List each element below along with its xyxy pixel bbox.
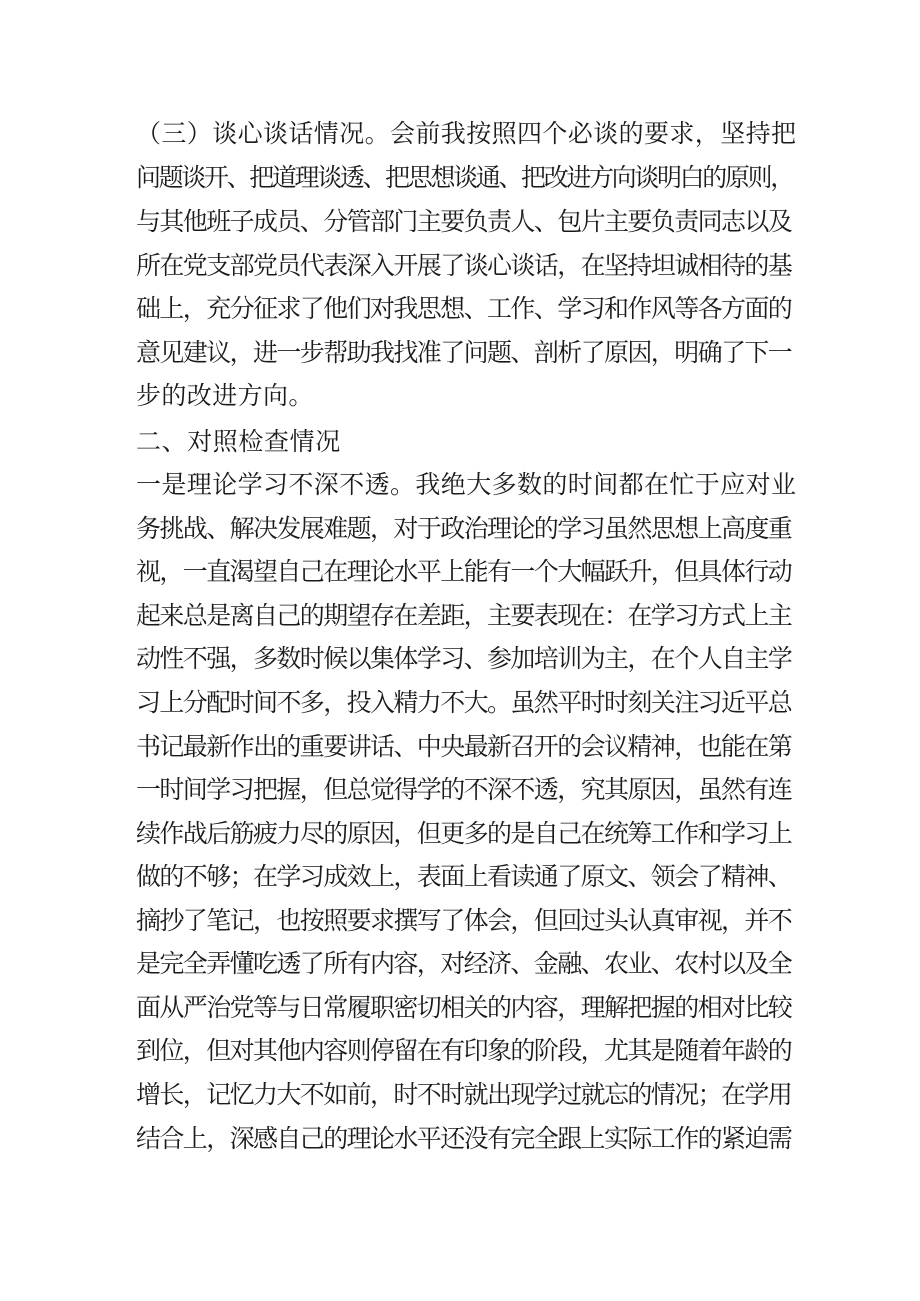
paragraph-line: 增长，记忆力大不如前，时不时就出现学过就忘的情况；在学用 bbox=[136, 1080, 792, 1109]
paragraph-line: 意见建议，进一步帮助我找准了问题、剖析了原因，明确了下一 bbox=[136, 338, 792, 367]
paragraph-line: 到位，但对其他内容则停留在有印象的阶段，尤其是随着年龄的 bbox=[136, 1036, 792, 1065]
paragraph-line: 摘抄了笔记，也按照要求撰写了体会，但回过头认真审视，并不 bbox=[136, 906, 792, 935]
paragraph-line: 务挑战、解决发展难题，对于政治理论的学习虽然思想上高度重 bbox=[136, 514, 792, 543]
paragraph-line: 续作战后筋疲力尽的原因，但更多的是自己在统筹工作和学习上 bbox=[136, 819, 792, 848]
paragraph-line: 动性不强，多数时候以集体学习、参加培训为主，在个人自主学 bbox=[136, 644, 792, 673]
paragraph-line: 结合上，深感自己的理论水平还没有完全跟上实际工作的紧迫需 bbox=[136, 1124, 792, 1153]
paragraph-line: 是完全弄懂吃透了所有内容，对经济、金融、农业、农村以及全 bbox=[136, 949, 792, 978]
paragraph-line: 础上，充分征求了他们对我思想、工作、学习和作风等各方面的 bbox=[136, 294, 792, 323]
paragraph-line: 习上分配时间不多，投入精力不大。虽然平时时刻关注习近平总 bbox=[136, 688, 792, 717]
paragraph-line: 问题谈开、把道理谈透、把思想谈通、把改进方向谈明白的原则， bbox=[136, 163, 793, 192]
paragraph-line: 视，一直渴望自己在理论水平上能有一个大幅跃升，但具体行动 bbox=[136, 557, 792, 586]
paragraph-line: 步的改进方向。 bbox=[136, 381, 314, 410]
paragraph-line: 一时间学习把握，但总觉得学的不深不透，究其原因，虽然有连 bbox=[136, 775, 792, 804]
paragraph-line: 与其他班子成员、分管部门主要负责人、包片主要负责同志以及 bbox=[136, 207, 792, 236]
paragraph-line: 起来总是离自己的期望存在差距，主要表现在：在学习方式上主 bbox=[136, 601, 792, 630]
section-heading: 二、对照检查情况 bbox=[136, 427, 341, 456]
paragraph-line: 所在党支部党员代表深入开展了谈心谈话，在坚持坦诚相待的基 bbox=[136, 251, 792, 280]
paragraph-line: （三）谈心谈话情况。会前我按照四个必谈的要求，坚持把 bbox=[136, 119, 797, 148]
paragraph-line: 面从严治党等与日常履职密切相关的内容，理解把握的相对比较 bbox=[136, 993, 792, 1022]
paragraph-line: 书记最新作出的重要讲话、中央最新召开的会议精神，也能在第 bbox=[136, 732, 792, 761]
paragraph-line: 做的不够；在学习成效上，表面上看读通了原文、领会了精神、 bbox=[136, 862, 792, 891]
paragraph-line: 一是理论学习不深不透。我绝大多数的时间都在忙于应对业 bbox=[136, 470, 797, 499]
